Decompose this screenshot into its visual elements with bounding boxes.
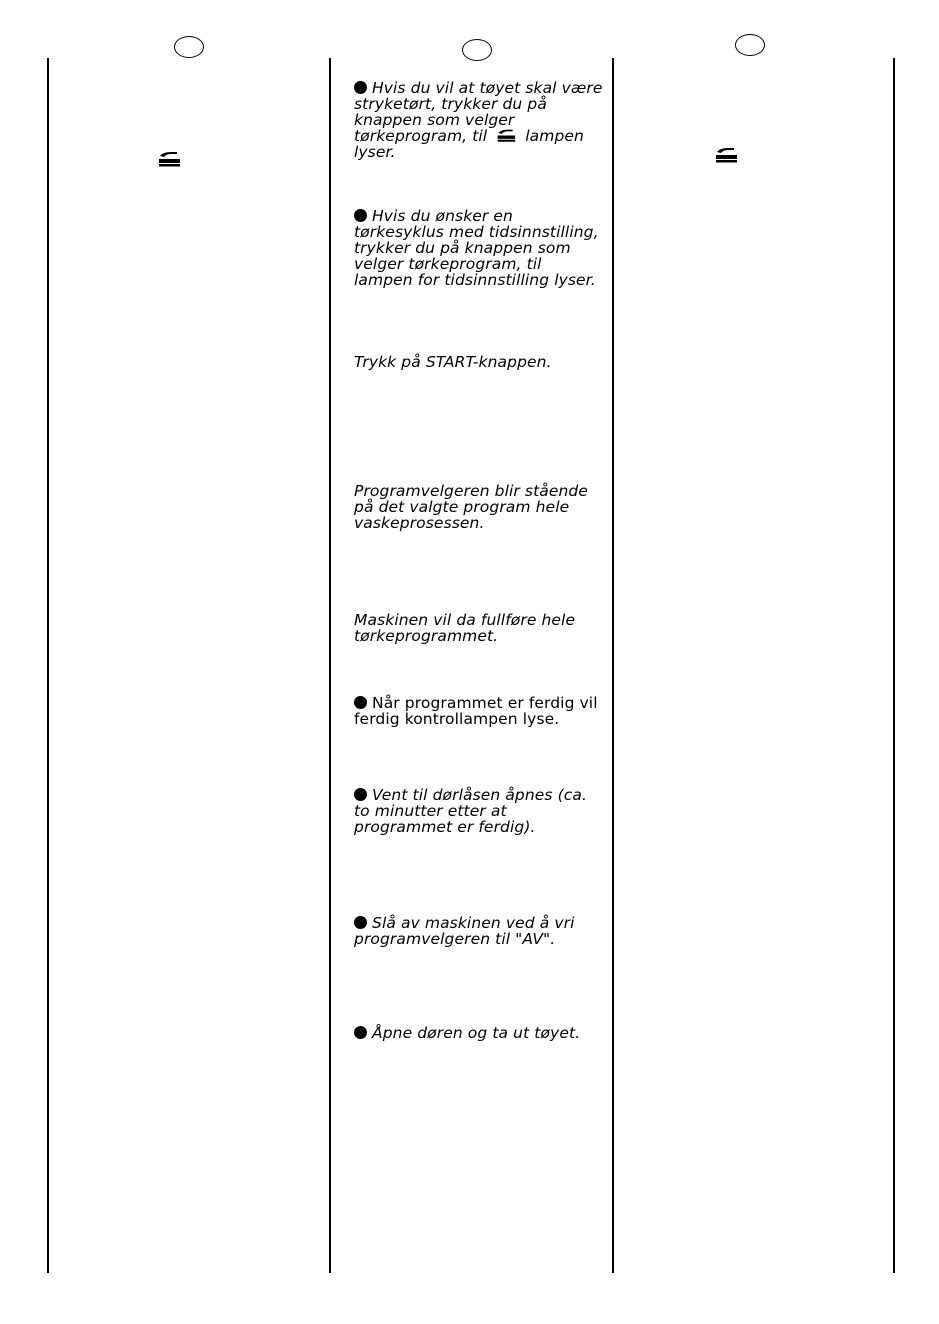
instruction-open-door (354, 1025, 604, 1041)
column-divider-right (893, 58, 895, 1273)
instruction-ironing-dry-text-b: lampen lyser. (354, 127, 584, 161)
iron-icon (494, 128, 518, 143)
instruction-switch-off (354, 915, 604, 947)
instruction-machine-completes-text: Maskinen vil da fullføre hele tørkeprogrammet. (354, 611, 576, 645)
iron-icon (157, 150, 181, 168)
bullet-icon (354, 696, 367, 709)
column-divider-left (47, 58, 49, 1273)
iron-icon (714, 146, 738, 164)
instruction-timed-dry (354, 208, 604, 288)
bullet-icon (354, 81, 367, 94)
column-divider-middle-right (612, 58, 614, 1273)
bullet-icon (354, 209, 367, 222)
instruction-open-door-text: Åpne døren og ta ut tøyet. (372, 1024, 581, 1042)
bullet-icon (354, 788, 367, 801)
instruction-wait-door-lock-text: Vent til dørlåsen åpnes (ca. to minutter etter at programmet er ferdig). (354, 786, 588, 836)
instruction-switch-off-text: Slå av maskinen ved å vri programvelgeren til "AV". (354, 914, 575, 948)
instruction-press-start (354, 354, 604, 370)
instruction-ironing-dry (354, 80, 604, 160)
instruction-ironing-dry-text-a: Hvis du vil at tøyet skal være stryketørt, trykker du på knappen som velger tørkeprogram, til (354, 79, 603, 145)
instruction-press-start-text: Trykk på START-knappen. (354, 353, 552, 371)
language-marker-middle (462, 39, 492, 61)
bullet-icon (354, 1026, 367, 1039)
bullet-icon (354, 916, 367, 929)
instruction-program-finished (354, 695, 604, 727)
instruction-timed-dry-text: Hvis du ønsker en tørkesyklus med tidsinnstilling, trykker du på knappen som velger tørkeprogram, til lampen for tidsinnstilling lyser. (354, 207, 599, 289)
instruction-selector-stays-text: Programvelgeren blir stående på det valgte program hele vaskeprosessen. (354, 482, 588, 532)
column-divider-middle-left (329, 58, 331, 1273)
language-marker-right (735, 34, 765, 56)
instruction-program-finished-text: Når programmet er ferdig vil ferdig kontrollampen lyse. (354, 694, 598, 728)
instruction-wait-door-lock (354, 787, 604, 835)
language-marker-left (174, 36, 204, 58)
instruction-selector-stays (354, 483, 604, 531)
instruction-machine-completes (354, 612, 604, 644)
